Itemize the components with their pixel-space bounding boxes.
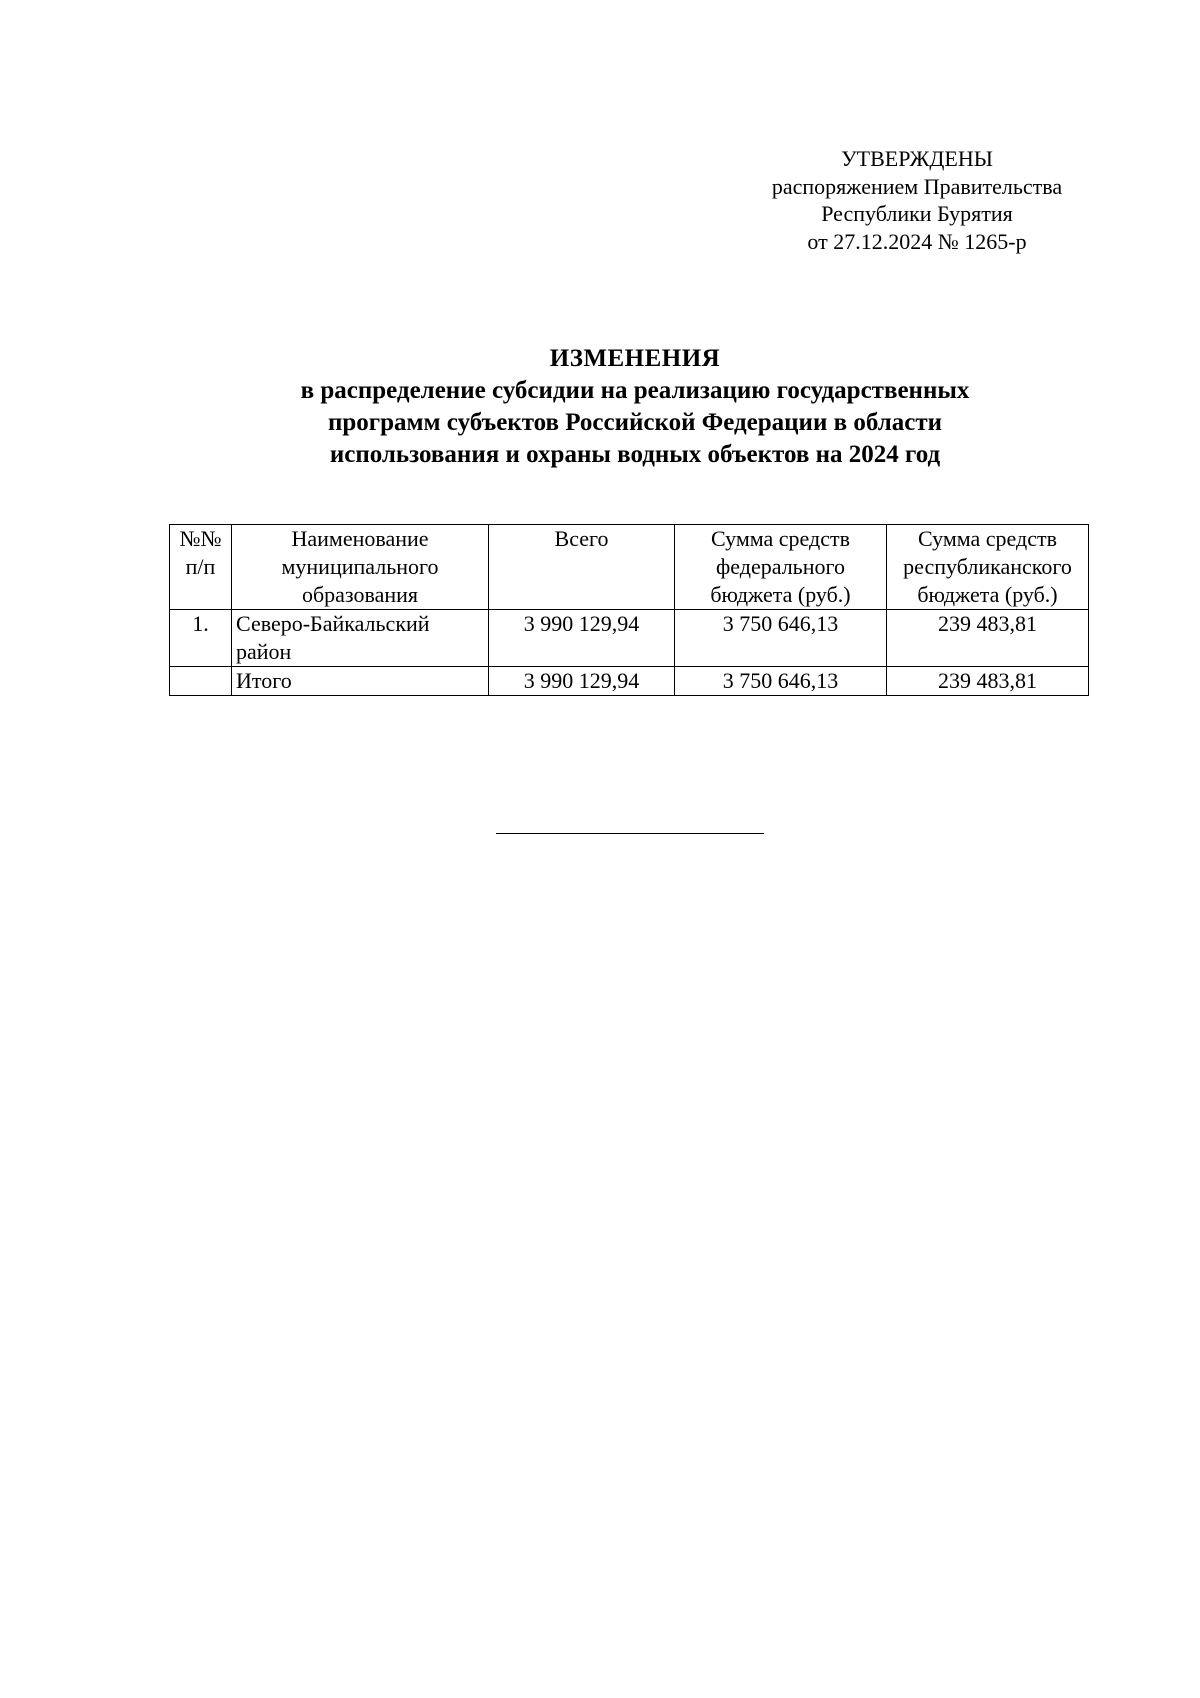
- approval-block: [742, 145, 1092, 255]
- approval-authority: распоряжением Правительства: [771, 173, 1063, 199]
- cell-federal: 3 750 646,13: [675, 610, 887, 667]
- cell-total-label: Итого: [232, 667, 489, 696]
- closing-divider: [496, 833, 764, 834]
- subsidy-distribution-table: [169, 524, 1089, 696]
- table-header-row: [170, 525, 1089, 610]
- cell-federal: 3 750 646,13: [675, 667, 887, 696]
- title-heading: ИЗМЕНЕНИЯ: [549, 345, 721, 372]
- header-total: Всего: [489, 525, 675, 610]
- title-line-1: в распределение субсидии на реализацию государственных: [300, 377, 970, 404]
- header-municipality: Наименование муниципального образования: [232, 525, 489, 610]
- approval-date-number: от 27.12.2024 № 1265-р: [807, 228, 1027, 254]
- cell-municipality: Северо-Байкальский район: [232, 610, 489, 667]
- cell-republican: 239 483,81: [887, 610, 1089, 667]
- cell-number: 1.: [170, 610, 232, 667]
- approval-status: УТВЕРЖДЕНЫ: [841, 146, 993, 171]
- cell-number: [170, 667, 232, 696]
- title-line-3: использования и охраны водных объектов на 2024 год: [329, 441, 941, 468]
- table-row: [170, 610, 1089, 667]
- cell-total: 3 990 129,94: [489, 667, 675, 696]
- title-line-2: программ субъектов Российской Федерации в области: [327, 409, 943, 436]
- header-federal-budget: Сумма средств федерального бюджета (руб.): [675, 525, 887, 610]
- table-total-row: [170, 667, 1089, 696]
- cell-republican: 239 483,81: [887, 667, 1089, 696]
- header-republican-budget: Сумма средств республиканского бюджета (руб.): [887, 525, 1089, 610]
- cell-total: 3 990 129,94: [489, 610, 675, 667]
- document-title: [170, 343, 1100, 471]
- approval-region: Республики Бурятия: [821, 201, 1013, 226]
- header-number: №№ п/п: [170, 525, 232, 610]
